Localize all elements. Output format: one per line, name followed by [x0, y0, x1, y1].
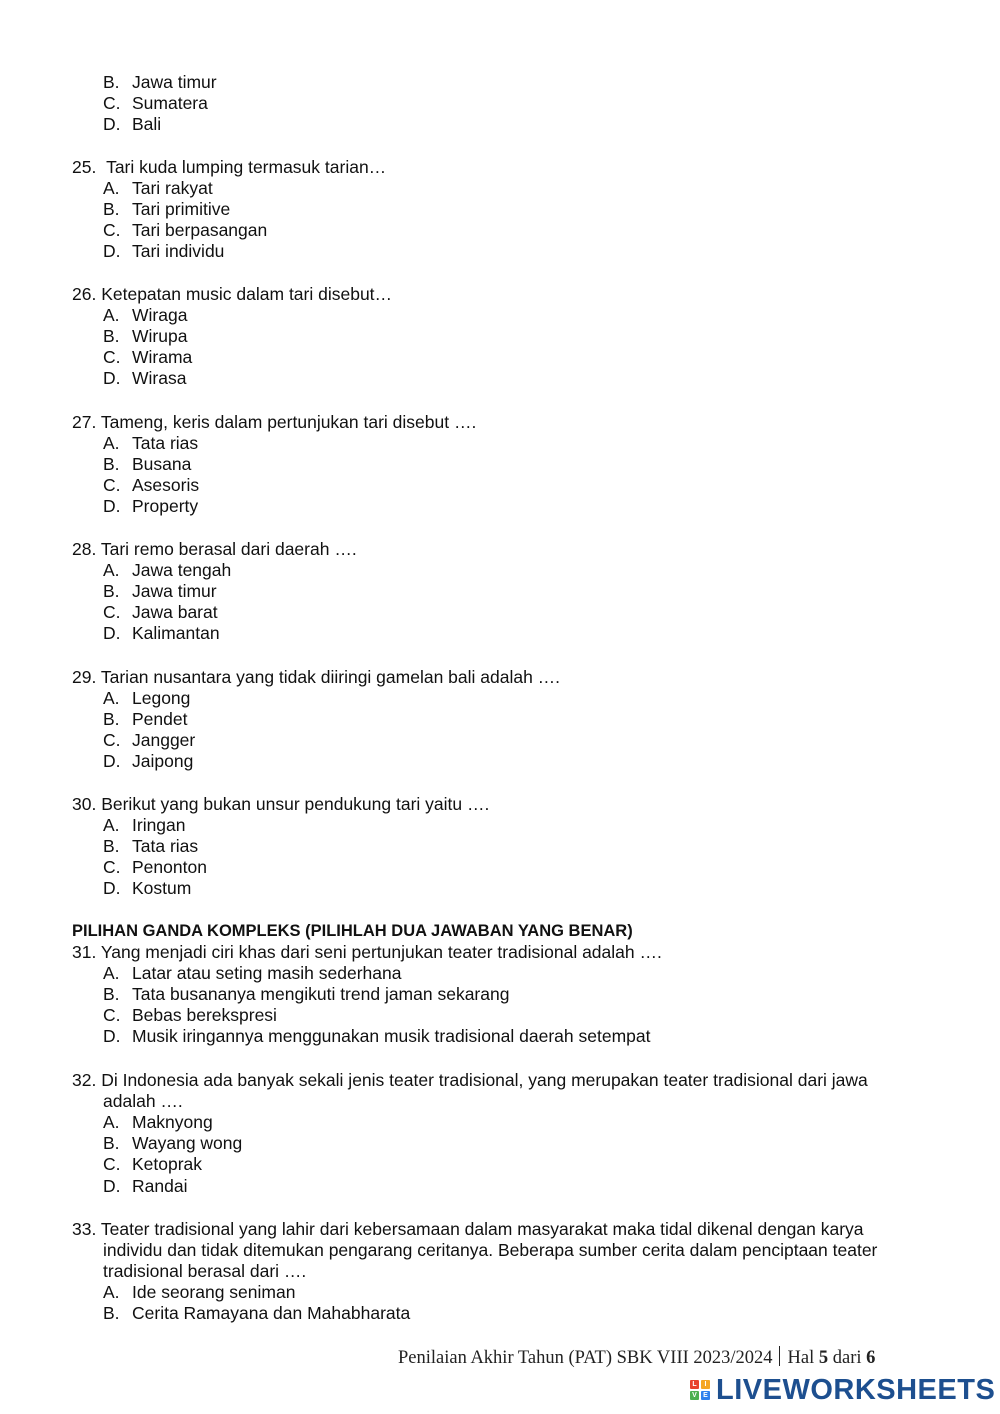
question-32: 32. Di Indonesia ada banyak sekali jenis teater tradisional, yang merupakan teater tradisional dari jawa: [72, 1070, 868, 1090]
option-item: B. Tari primitive: [103, 199, 231, 219]
option-item: B. Wayang wong: [103, 1133, 243, 1153]
logo-mark-e: E: [701, 1391, 710, 1400]
footer-divider: [779, 1346, 780, 1366]
option-item: C. Sumatera: [103, 93, 208, 113]
section-heading: PILIHAN GANDA KOMPLEKS (PILIHLAH DUA JAWABAN YANG BENAR): [72, 922, 633, 940]
question-30: 30. Berikut yang bukan unsur pendukung tari yaitu ….: [72, 794, 490, 814]
option-item: A. Wiraga: [103, 305, 188, 325]
option-item: D. Wirasa: [103, 368, 187, 388]
option-item: A. Maknyong: [103, 1112, 213, 1132]
option-item: B. Pendet: [103, 709, 188, 729]
footer-hal-label: Hal: [787, 1348, 815, 1368]
option-item: B. Busana: [103, 454, 192, 474]
option-item: C. Jawa barat: [103, 602, 218, 622]
question-26: 26. Ketepatan music dalam tari disebut…: [72, 284, 393, 304]
option-item: D. Tari individu: [103, 241, 225, 261]
option-item: A. Tari rakyat: [103, 178, 213, 198]
question-28: 28. Tari remo berasal dari daerah ….: [72, 539, 357, 559]
option-item: B. Jawa timur: [103, 581, 217, 601]
question-33-continued: tradisional berasal dari ….: [103, 1261, 307, 1281]
question-33-continued: individu dan tidak ditemukan pengarang ceritanya. Beberapa sumber cerita dalam penciptaan teater: [103, 1240, 878, 1260]
option-item: B. Wirupa: [103, 326, 188, 346]
option-item: D. Jaipong: [103, 751, 194, 771]
option-item: A. Legong: [103, 688, 191, 708]
footer-title: Penilaian Akhir Tahun (PAT) SBK VIII 2023/2024: [398, 1348, 773, 1368]
question-27: 27. Tameng, keris dalam pertunjukan tari disebut ….: [72, 412, 477, 432]
option-item: B. Tata rias: [103, 836, 199, 856]
option-item: C. Penonton: [103, 857, 207, 877]
question-25: 25. Tari kuda lumping termasuk tarian…: [72, 157, 387, 177]
footer-dari-label: dari: [832, 1348, 862, 1368]
option-item: C. Tari berpasangan: [103, 220, 268, 240]
question-31: 31. Yang menjadi ciri khas dari seni pertunjukan teater tradisional adalah ….: [72, 942, 662, 962]
option-item: D. Bali: [103, 114, 162, 134]
option-item: C. Wirama: [103, 347, 193, 367]
logo-text: LIVEWORKSHEETS: [716, 1373, 996, 1406]
option-item: A. Jawa tengah: [103, 560, 232, 580]
logo-mark-v: V: [690, 1391, 699, 1400]
option-item: A. Latar atau seting masih sederhana: [103, 963, 402, 983]
question-32-continued: adalah ….: [103, 1091, 183, 1111]
logo-mark-i: I: [701, 1380, 710, 1389]
option-item: D. Property: [103, 496, 199, 516]
question-33: 33. Teater tradisional yang lahir dari kebersamaan dalam masyarakat maka tidal dikenal dengan karya: [72, 1219, 864, 1239]
option-item: B. Tata busananya mengikuti trend jaman sekarang: [103, 984, 510, 1004]
footer-page-total: 6: [866, 1348, 876, 1368]
option-item: C. Bebas berekspresi: [103, 1005, 277, 1025]
option-item: C. Asesoris: [103, 475, 200, 495]
option-item: B. Cerita Ramayana dan Mahabharata: [103, 1303, 411, 1323]
logo-mark-l: L: [690, 1380, 699, 1389]
option-item: A. Iringan: [103, 815, 186, 835]
option-item: A. Tata rias: [103, 433, 199, 453]
option-item: D. Kostum: [103, 878, 192, 898]
option-item: D. Randai: [103, 1176, 188, 1196]
option-item: A. Ide seorang seniman: [103, 1282, 296, 1302]
liveworksheets-logo: [690, 1374, 995, 1406]
option-item: D. Musik iringannya menggunakan musik tradisional daerah setempat: [103, 1026, 651, 1046]
liveworksheets-logo-icon: [690, 1380, 710, 1400]
footer-page-number: 5: [818, 1348, 829, 1368]
question-29: 29. Tarian nusantara yang tidak diiringi gamelan bali adalah ….: [72, 667, 561, 687]
option-item: C. Ketoprak: [103, 1154, 203, 1174]
option-item: D. Kalimantan: [103, 623, 220, 643]
option-item: C. Jangger: [103, 730, 196, 750]
option-item: B. Jawa timur: [103, 72, 217, 92]
page-footer: [398, 1346, 875, 1369]
